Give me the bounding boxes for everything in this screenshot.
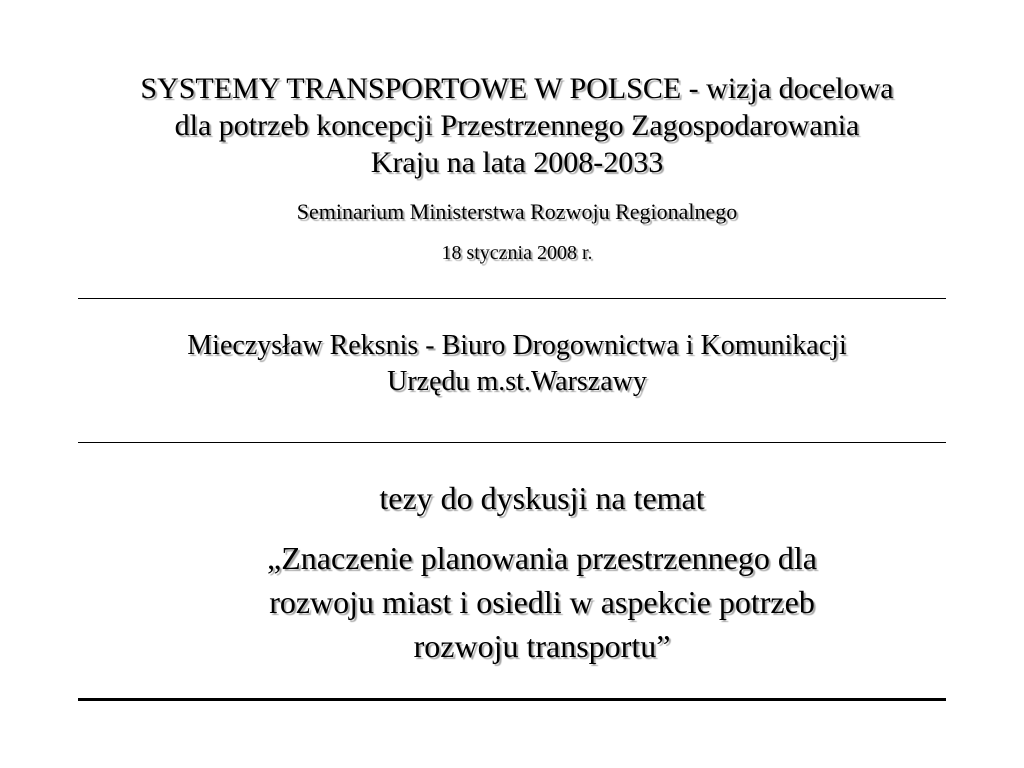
author-line: Urzędu m.st.Warszawy	[387, 366, 647, 397]
theses-intro: tezy do dyskusji na temat	[379, 480, 705, 516]
slide-title-line: dla potrzeb koncepcji Przestrzennego Zagospodarowania	[174, 109, 860, 142]
seminar-date: 18 stycznia 2008 r.	[441, 242, 593, 264]
divider-bottom	[78, 698, 946, 701]
slide-title-line: Kraju na lata 2008-2033	[370, 146, 664, 179]
theses-topic-line: rozwoju miast i osiedli w aspekcie potrzeb	[269, 584, 815, 620]
author-affiliation	[60, 328, 974, 400]
slide-title-line: SYSTEMY TRANSPORTOWE W POLSCE - wizja docelowa	[140, 72, 894, 105]
theses-topic	[170, 536, 914, 668]
divider-middle	[78, 442, 946, 443]
author-line: Mieczysław Reksnis - Biuro Drogownictwa i Komunikacji	[187, 330, 847, 361]
slide-title	[60, 70, 974, 181]
theses-topic-line: rozwoju transportu”	[413, 628, 671, 664]
seminar-name: Seminarium Ministerstwa Rozwoju Regionalnego	[296, 199, 738, 224]
divider-top	[78, 298, 946, 299]
theses-topic-line: „Znaczenie planowania przestrzennego dla	[267, 540, 817, 576]
